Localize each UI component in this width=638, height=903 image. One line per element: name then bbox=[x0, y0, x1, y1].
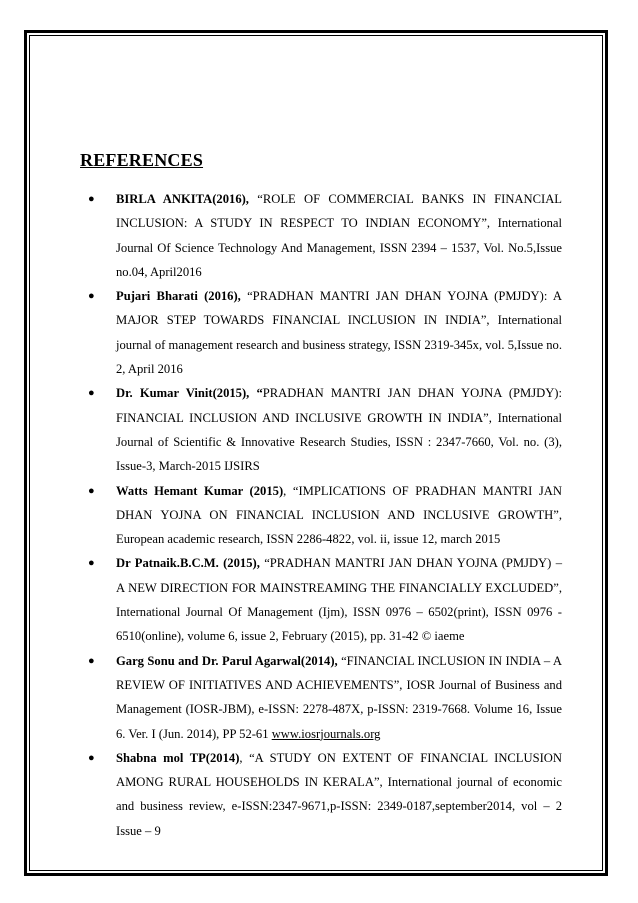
reference-link[interactable]: www.iosrjournals.org bbox=[271, 726, 381, 741]
reference-list bbox=[80, 187, 562, 843]
reference-text: “PRADHAN MANTRI JAN DHAN YOJNA (PMJDY) – A NEW DIRECTION FOR MAINSTREAMING THE FINANCIALLY EXCLUDED”, International Journal Of Management (Ijm), ISSN 0976 – 6502(print), ISSN 0976 - 6510(online), volume 6, issue 2, February (2015), pp. 31-42 © iaeme bbox=[116, 556, 562, 644]
reference-item bbox=[80, 187, 562, 284]
reference-text: “ROLE OF COMMERCIAL BANKS IN FINANCIAL INCLUSION: A STUDY IN RESPECT TO INDIAN ECONOMY”, International Journal Of Science Technology And Management, ISSN 2394 – 1537, Vol. No.5,Issue no.04, April2016 bbox=[116, 192, 562, 279]
references-heading: REFERENCES bbox=[80, 150, 204, 170]
bullet-icon: ● bbox=[88, 751, 95, 764]
bullet-icon: ● bbox=[88, 484, 95, 497]
reference-author: Dr. Kumar Vinit(2015), “ bbox=[116, 386, 263, 401]
reference-author: Pujari Bharati (2016), bbox=[116, 289, 241, 304]
bullet-icon: ● bbox=[88, 387, 95, 400]
reference-item bbox=[80, 649, 562, 746]
reference-author: BIRLA ANKITA(2016), bbox=[116, 192, 249, 206]
bullet-icon: ● bbox=[88, 654, 95, 667]
reference-item bbox=[80, 479, 562, 552]
bullet-icon: ● bbox=[88, 290, 95, 303]
reference-item bbox=[80, 284, 562, 381]
bullet-icon: ● bbox=[88, 193, 95, 205]
reference-author: Watts Hemant Kumar (2015) bbox=[116, 483, 284, 498]
bullet-icon: ● bbox=[88, 557, 95, 570]
reference-item bbox=[80, 551, 562, 648]
reference-text: “FINANCIAL INCLUSION IN INDIA – A REVIEW OF INITIATIVES AND ACHIEVEMENTS”, IOSR Journal of Business and Management (IOSR-JBM), e-ISSN: 2278-487X, p-ISSN: 2319-7668. Volume 16, Issue 6. Ver. I (Jun. 2014), PP 52-61 bbox=[116, 653, 562, 741]
reference-author: Dr Patnaik.B.C.M. (2015), bbox=[116, 556, 260, 571]
reference-item bbox=[80, 381, 562, 478]
reference-text: “PRADHAN MANTRI JAN DHAN YOJNA (PMJDY): A MAJOR STEP TOWARDS FINANCIAL INCLUSION IN INDIA”, International journal of management research and business strategy, ISSN 2319-345x, vol. 5,Issue no. 2, April 2016 bbox=[116, 289, 563, 377]
reference-author: Garg Sonu and Dr. Parul Agarwal(2014), bbox=[116, 653, 338, 668]
reference-text: , “IMPLICATIONS OF PRADHAN MANTRI JAN DHAN YOJNA ON FINANCIAL INCLUSION AND INCLUSIVE GROWTH”, European academic research, ISSN 2286-4822, vol. ii, issue 12, march 2015 bbox=[116, 483, 563, 547]
reference-text: , “A STUDY ON EXTENT OF FINANCIAL INCLUSION AMONG RURAL HOUSEHOLDS IN KERALA”, International journal of economic and business review, e-ISSN:2347-9671,p-ISSN: 2349-0187,september2014, vol – 2 Issue – 9 bbox=[116, 750, 562, 838]
reference-author: Shabna mol TP(2014) bbox=[116, 750, 240, 765]
reference-item bbox=[80, 746, 562, 843]
reference-text: PRADHAN MANTRI JAN DHAN YOJNA (PMJDY): FINANCIAL INCLUSION AND INCLUSIVE GROWTH IN INDIA”, International Journal of Scientific & Innovative Research Studies, ISSN : 2347-7660, Vol. no. (3), Issue-3, March-2015 IJSIRS bbox=[116, 386, 562, 474]
